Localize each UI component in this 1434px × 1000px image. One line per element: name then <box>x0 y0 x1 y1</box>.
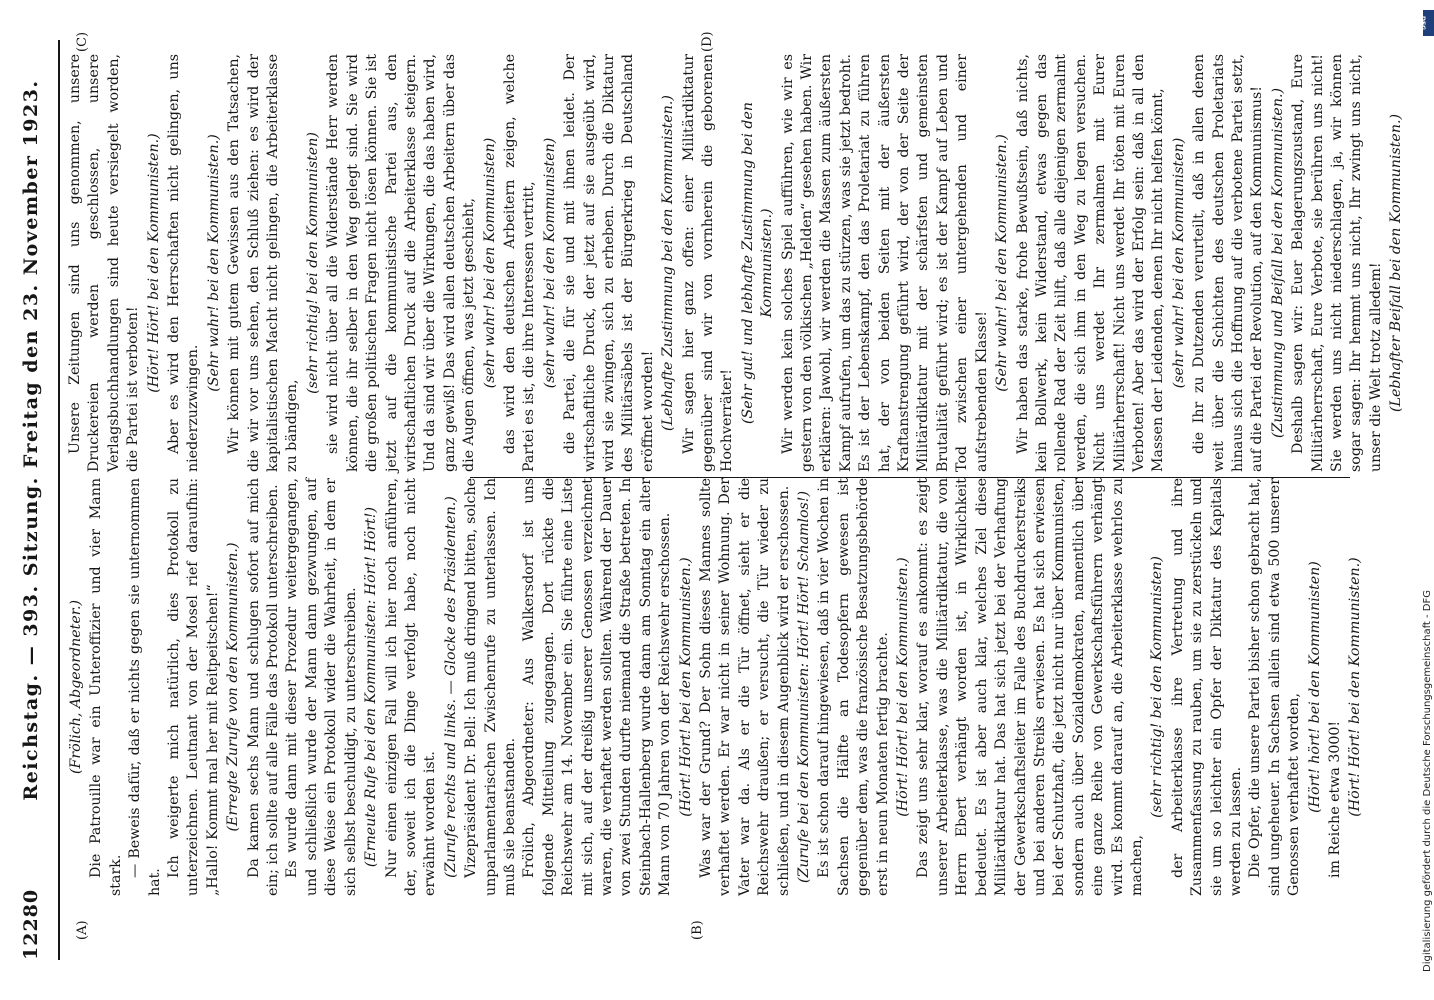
interjection: (sehr wahr! bei den Kommunisten) <box>541 137 558 389</box>
dfg-logo-badge: DFG <box>1423 10 1434 36</box>
interjection: (Hört! Hört! bei den Kommunisten.) <box>1347 557 1364 817</box>
interjection: (Hört! Hört! bei den Kommunisten.) <box>145 133 162 393</box>
interjection: (Hört! Hört! bei den Kommunisten.) <box>895 557 912 817</box>
paragraph: Die Opfer, die unsere Partei bisher schon gebracht hat, sind ungeheuer. In Sachsen allein sind etwa 500 unserer Genossen verhaftet worden, <box>1247 478 1303 896</box>
paragraph: der Arbeiterklasse ihre Vertretung und ihre Zusammenfassung zu rauben, um sie zu zerstückeln und sie um so leichter ein Opfer der Diktatur des Kapitals werden zu lassen. <box>1169 478 1244 896</box>
paragraph: Deshalb sagen wir: Euer Belagerungszustand, Eure Militärherrschaft, Eure Verbote, sie berühren uns nicht! Sie werden uns nicht niederschlagen, ja, wir können sogar sagen: Ihr hemmt uns nicht, Ihr zwingt uns nicht, unser die Welt trotz alledem! <box>1290 54 1384 472</box>
interjection: (sehr richtig! bei den Kommunisten) <box>1149 556 1166 818</box>
paragraph: Vizepräsident Dr. Bell: Ich muß dringend bitten, solche unparlamentarischen Zwischenrufe zu unterlassen. Ich muß sie beanstanden. <box>463 478 518 896</box>
paragraph: die Partei, die für sie und mit ihnen leidet. Der wirtschaftliche Druck, der jetzt auf sie ausgeübt wird, wird sie zwingen, sich zu erheben. Durch die Diktatur des Militärsäbels ist der Bürgerkrieg in Deutschland eröffnet worden! <box>562 54 656 472</box>
interjection: (sehr wahr! bei den Kommunisten) <box>481 137 498 389</box>
paragraph: sie wird nicht über all die Widerstände Herr werden können, die ihr selber in den Weg gelegt sind. Sie wird die großen politischen Fragen nicht lösen können. Sie ist jetzt auf die kommunistische Partei aus, den wirtschaftlichen Druck auf die Arbeiterklasse steigern. Und da sind wir über die Wirkungen, die das haben wird, ganz gewiß! Das wird allen deutschen Arbeitern über das die Augen öffnen, was jetzt geschieht, <box>325 54 478 472</box>
interjection: (Hört! Hört! bei den Kommunisten.) <box>677 557 694 817</box>
paragraph: das wird den deutschen Arbeitern zeigen, welche Partei es ist, die ihre Interessen vertritt, <box>501 54 538 472</box>
paragraph: Wir sagen hier ganz offen: einer Militärdiktatur gegenüber sind wir von vornherein die geborenen Hochverräter! <box>680 54 736 472</box>
interjection: (Zurufe bei den Kommunisten: Hört! Hört! Schamlos!) <box>796 490 813 884</box>
credit-text: Digitalisierung gefördert durch die Deutsche Forschungsgemeinschaft - DFG <box>1422 589 1433 972</box>
page-header <box>14 40 58 960</box>
paragraph: Das zeigt uns sehr klar, worauf es ankommt: es zeigt unserer Arbeiterklasse, was die Militärdiktatur, die von Herrn Ebert verhängt worden ist, in Wirklichkeit bedeutet. Es ist aber auch klar, welches Ziel diese Militärdiktatur hat. Das hat sich jetzt bei der Verhaftung der Gewerkschaftsleiter im Falle des Buchdruckerstreiks und bei anderen Streiks erwiesen. Es hat sich erwiesen bei der Schutzhaft, die jetzt nicht nur über Kommunisten, sondern auch über Sozialdemokraten, namentlich über eine ganze Reihe von Gewerkschaftsführern verhängt wird. Es kommt darauf an, die Arbeiterklasse wehrlos zu machen, <box>915 478 1145 896</box>
margin-mark-a: (A) <box>75 920 90 940</box>
paragraph: im Reiche etwa 3000! <box>1327 720 1343 878</box>
paragraph: Es ist schon darauf hingewiesen, daß in vier Wochen in Sachsen die Hälfte an Todesopfern gewesen ist gegenüber dem, was die französische Besatzungsbehörde erst in neun Monaten fertig brachte. <box>816 478 891 896</box>
paragraph: die Ihr zu Dutzenden verurteilt, daß in allen denen weit über die Schichten des deutschen Proletariats hinaus sich die Hoffnung auf die verbotene Partei setzt, auf die Partei der Revolution, auf den Kommunismus! <box>1191 54 1266 472</box>
digitization-credit <box>1420 12 1434 988</box>
interjection: (sehr wahr! bei den Kommunisten) <box>1170 137 1187 389</box>
page-number: 12280 <box>20 888 42 960</box>
interjection: (Zurufe rechts und links. — Glocke des Präsidenten.) <box>442 496 459 878</box>
paragraph: Was war der Grund? Der Sohn dieses Mannes sollte verhaftet werden. Er war nicht in seiner Wohnung. Der Vater war da. Als er die Tür öffnet, sieht er die Reichswehr draußen; er versucht, die Tür wieder zu schließen, und in diesem Augenblick wird er erschossen. <box>698 478 792 896</box>
interjection: (Erneute Rufe bei den Kommunisten: Hört! Hört!) <box>363 506 380 868</box>
paragraph: Nur einen einzigen Fall will ich hier noch anführen, der, soweit ich die Dinge verfolgt habe, noch nicht erwähnt worden ist. <box>383 478 439 896</box>
left-column <box>66 478 1367 896</box>
paragraph: Es wurde dann mit dieser Prozedur weitergegangen, und schließlich wurde der Mann dann gezwungen, auf diese Weise ein Protokoll wider die Wahrheit, in dem er sich selbst beschuldigt, zu unterschreiben. <box>284 478 359 896</box>
interjection: (Sehr wahr! bei den Kommunisten.) <box>205 134 222 392</box>
paragraph: Wir haben das starke, frohe Bewußtsein, daß nichts, kein Bollwerk, kein Widerstand, etwas gegen das rollende Rad der Zeit hilft, daß alle diejenigen zermalmt werden, die sich ihm in den Weg zu legen versuchen. Nicht uns werdet Ihr zermalmen mit Eurer Militärherrschaft! Nicht uns werdet Ihr töten mit Euren Verboten! Aber das wird der Erfolg sein: daß in all den Massen der Leidenden, denen Ihr nicht helfen könnt, <box>1014 54 1167 472</box>
interjection: (Sehr gut! und lebhafte Zustimmung bei den Kommunisten.) <box>739 102 776 424</box>
paragraph: Da kamen sechs Mann und schlugen sofort auf mich ein; ich sollte auf alle Fälle das Protokoll unterschreiben. <box>245 478 282 896</box>
paragraph: Die Patrouille war ein Unteroffizier und vier Mann stark. <box>88 478 124 896</box>
running-title: Reichstag. — 393. Sitzung. Freitag den 23. November 1923. <box>20 79 42 801</box>
paragraph: — Beweis dafür, daß er nichts gegen sie unternommen hat. <box>127 478 163 896</box>
margin-mark-d: (D) <box>700 31 715 52</box>
column-divider <box>470 477 1350 478</box>
interjection: (Sehr wahr! bei den Kommunisten.) <box>994 134 1011 392</box>
interjection: (Hört! hört! bei den Kommunisten) <box>1306 561 1323 813</box>
paragraph: Ich weigerte mich natürlich, dies Protokoll zu unterzeichnen. Leutnant von der Mosel rief daraufhin: „Hallo! Kommt mal her mit Reitpeitschen!“ <box>166 478 221 896</box>
margin-mark-b: (B) <box>690 920 705 940</box>
paragraph: Wir können mit gutem Gewissen aus den Tatsachen, die wir vor uns sehen, den Schluß ziehen: es wird der kapitalistischen Macht nicht gelingen, die Arbeiterklasse zu bändigen, <box>226 54 301 472</box>
interjection: (Frölich, Abgeordneter.) <box>68 600 84 774</box>
interjection: (Erregte Zurufe von den Kommunisten.) <box>225 542 242 832</box>
right-column <box>66 54 1408 472</box>
paragraph: Unsere Zeitungen sind uns genommen, unsere Druckereien werden geschlossen, unsere Verlagsbuchhandlungen sind heute versiegelt worden, die Partei ist verboten! <box>67 54 142 472</box>
paragraph: Wir werden kein solches Spiel aufführen, wie wir es gestern von den völkischen „Helden“ gesehen haben. Wir erklären: Jawohl, wir werden die Massen zum äußersten Kampf aufrufen, um das zu stürzen, was sie jetzt bedroht. Es ist der Lebenskampf, den das Proletariat zu führen hat, der von beiden Seiten mit der äußersten Kraftanstrengung geführt wird, der von der Seite der Militärdiktatur mit der schärfsten und gemeinsten Brutalität geführt wird; es ist der Kampf auf Leben und Tod zwischen einer untergehenden und einer aufstrebenden Klasse! <box>779 54 990 472</box>
header-rule <box>58 40 60 960</box>
interjection: (Lebhafte Zustimmung bei den Kommunisten.) <box>660 95 677 431</box>
interjection: (sehr richtig! bei den Kommunisten) <box>304 132 321 394</box>
paragraph: Aber es wird den Herrschaften nicht gelingen, uns niederzuzwingen. <box>166 54 202 472</box>
interjection: (Zustimmung und Beifall bei den Kommunisten.) <box>1269 87 1286 439</box>
interjection: (Lebhafter Beifall bei den Kommunisten.) <box>1388 114 1405 413</box>
paragraph: Frölich, Abgeordneter: Aus Walkersdorf ist uns folgende Mitteilung zugegangen. Dort rückte die Reichswehr am 14. November ein. Sie führte eine Liste mit sich, auf der dreißig unserer Genossen verzeichnet waren, die verhaftet werden sollten. Während der Dauer von zwei Stunden durfte niemand die Straße betreten. In Steinbach-Hallenberg wurde dann am Sonntag ein alter Mann von 70 Jahren von der Reichswehr erschossen. <box>521 478 674 896</box>
margin-mark-c: (C) <box>75 31 90 52</box>
